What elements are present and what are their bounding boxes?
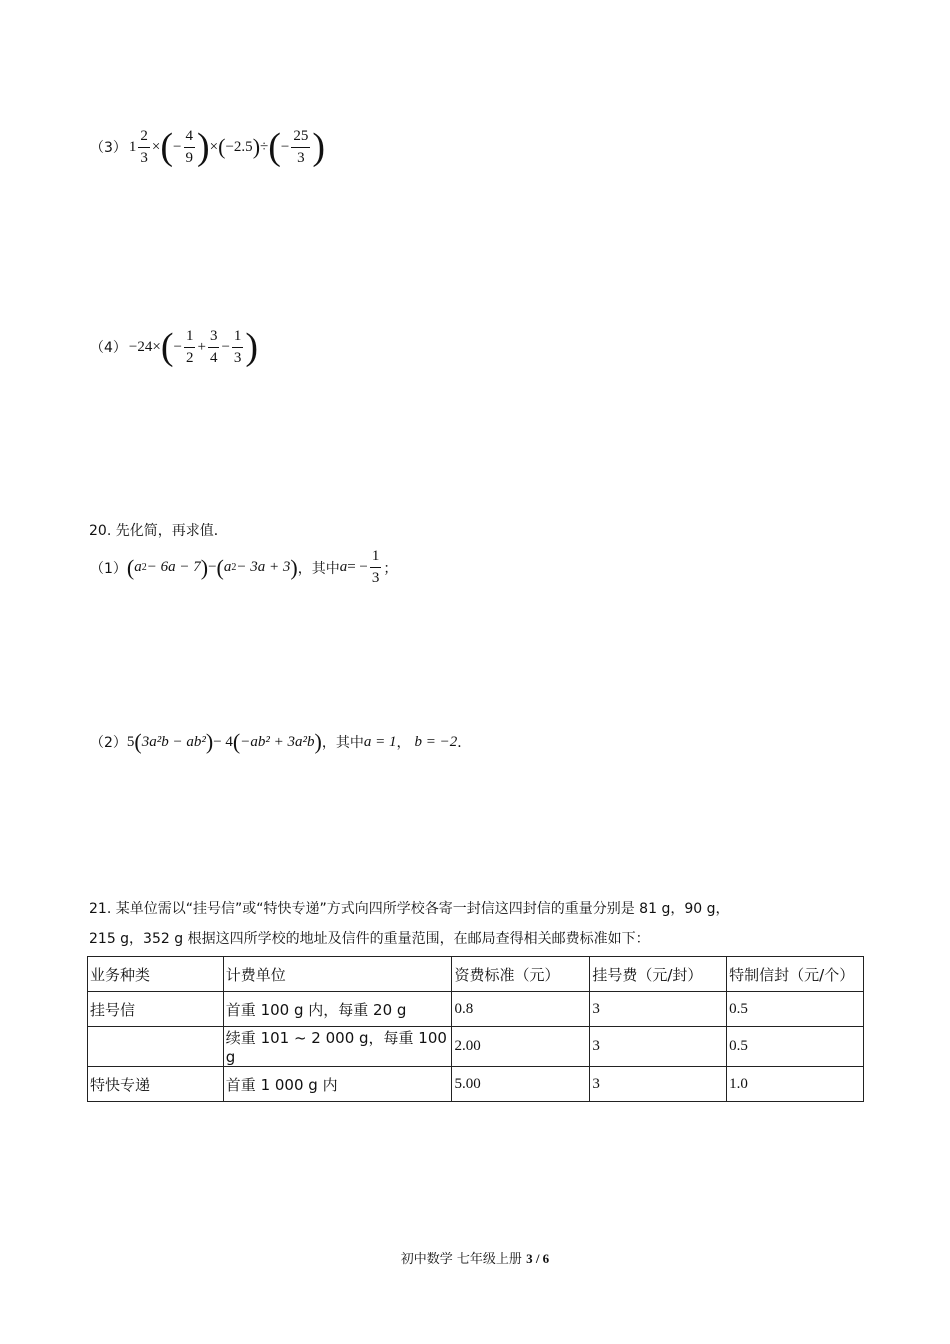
- table-cell: 特快专递: [88, 1067, 224, 1102]
- table-row: [88, 1027, 864, 1067]
- semicolon: ；: [383, 560, 398, 577]
- part-label: （4）: [90, 340, 127, 356]
- table-header: 计费单位: [223, 957, 452, 992]
- table-cell: 3: [590, 1027, 727, 1067]
- expression-a: 3a²b − ab²: [141, 733, 206, 750]
- postage-table: [87, 956, 864, 1102]
- page-number: 3 / 6: [526, 1251, 550, 1266]
- expression-b: − 3a + 3: [236, 559, 291, 575]
- table-header: 特制信封（元/个）: [727, 957, 864, 992]
- fraction: $\frac{25}{3}$: [293, 127, 309, 166]
- coefficient: −24×: [128, 338, 161, 355]
- table-cell: 首重 1 000 g 内: [223, 1067, 452, 1102]
- operator: − 4: [213, 733, 233, 750]
- problem-20-title: 20. 先化简，再求值．: [89, 523, 228, 539]
- table-cell: 0.5: [727, 992, 864, 1027]
- problem-19-part-3: （3） 1 $\frac{2}{3}$ × ( − $\frac{4}{9}$ ) × ( −2.5 ) ÷ ( − $\frac{25}{3}$ ): [90, 126, 326, 168]
- problem-21-line-1: 21. 某单位需以“挂号信”或“特快专递”方式向四所学校各寄一封信这四封信的重量分别是 81 g，90 g，: [89, 901, 730, 917]
- expression-b: −ab² + 3a²b: [240, 733, 315, 750]
- table-cell: 5.00: [452, 1067, 590, 1102]
- fraction: $\frac{3}{4}$: [209, 327, 218, 366]
- page-footer: [0, 1248, 950, 1267]
- problem-20-part-2: （2） 5 ( 3a²b − ab² ) − 4 ( −ab² + 3a²b ) ，其中 a = 1 ， b = −2 ．: [90, 729, 472, 754]
- table-cell: 2.00: [452, 1027, 590, 1067]
- expression-a: − 6a − 7: [146, 559, 201, 575]
- mixed-fraction: $\frac{2}{3}$: [140, 127, 148, 166]
- table-cell: 续重 101 ~ 2 000 g，每重 100 g: [223, 1027, 452, 1067]
- table-header: 挂号费（元/封）: [590, 957, 727, 992]
- minus-sign: −: [221, 338, 230, 355]
- table-cell: 0.5: [727, 1027, 864, 1067]
- table-row: [88, 992, 864, 1027]
- times-sign: ×: [151, 138, 161, 155]
- table-row: [88, 1067, 864, 1102]
- problem-21-line-2: 215 g，352 g 根据这四所学校的地址及信件的重量范围，在邮局查得相关邮费标准如下：: [89, 931, 650, 947]
- mixed-whole: 1: [128, 138, 137, 155]
- table-header: 业务种类: [88, 957, 224, 992]
- table-cell: 挂号信: [88, 992, 224, 1027]
- problem-19-part-4: （4） −24× ( − $\frac{1}{2}$ + $\frac{3}{4}$ − $\frac{1}{3}$ ): [90, 326, 259, 368]
- table-cell: 0.8: [452, 992, 590, 1027]
- variable: a: [339, 559, 348, 575]
- table-header-row: [88, 957, 864, 992]
- part-label: （3）: [90, 140, 127, 156]
- minus-sign: −: [280, 138, 290, 155]
- part-label: （1）: [90, 560, 127, 577]
- fraction: $\frac{4}{9}$: [185, 127, 194, 166]
- table-cell: 3: [590, 1067, 727, 1102]
- fraction: $\frac{1}{2}$: [185, 327, 194, 366]
- table-cell: [88, 1027, 224, 1067]
- condition-b: b = −2: [414, 733, 458, 750]
- times-sign: ×: [209, 138, 219, 155]
- minus-sign: −: [173, 138, 182, 155]
- coefficient: 5: [126, 733, 135, 750]
- minus-sign: −: [208, 559, 217, 575]
- table-header: 资费标准（元）: [452, 957, 590, 992]
- divide-sign: ÷: [260, 138, 269, 155]
- fraction: $\frac{1}{3}$: [371, 548, 380, 586]
- table-cell: 1.0: [727, 1067, 864, 1102]
- table-cell: 首重 100 g 内，每重 20 g: [223, 992, 452, 1027]
- problem-20-part-1: （1） ( a 2 − 6a − 7 ) − ( a 2 − 3a + 3 ) ，其中 a = − $\frac{1}{3}$ ；: [90, 548, 398, 586]
- table-cell: 3: [590, 992, 727, 1027]
- part-label: （2）: [90, 735, 127, 751]
- where-text: ，其中: [297, 560, 340, 577]
- period: ．: [457, 735, 472, 751]
- where-text: ，其中: [321, 735, 364, 751]
- fraction: $\frac{1}{3}$: [233, 327, 242, 366]
- plus-sign: +: [197, 338, 206, 355]
- footer-subject: 初中数学 七年级上册: [400, 1252, 527, 1267]
- equals-sign: = −: [347, 559, 368, 575]
- decimal-value: −2.5: [225, 138, 253, 155]
- condition-a: a = 1: [363, 733, 397, 750]
- separator: ，: [396, 735, 411, 751]
- minus-sign: −: [173, 338, 182, 355]
